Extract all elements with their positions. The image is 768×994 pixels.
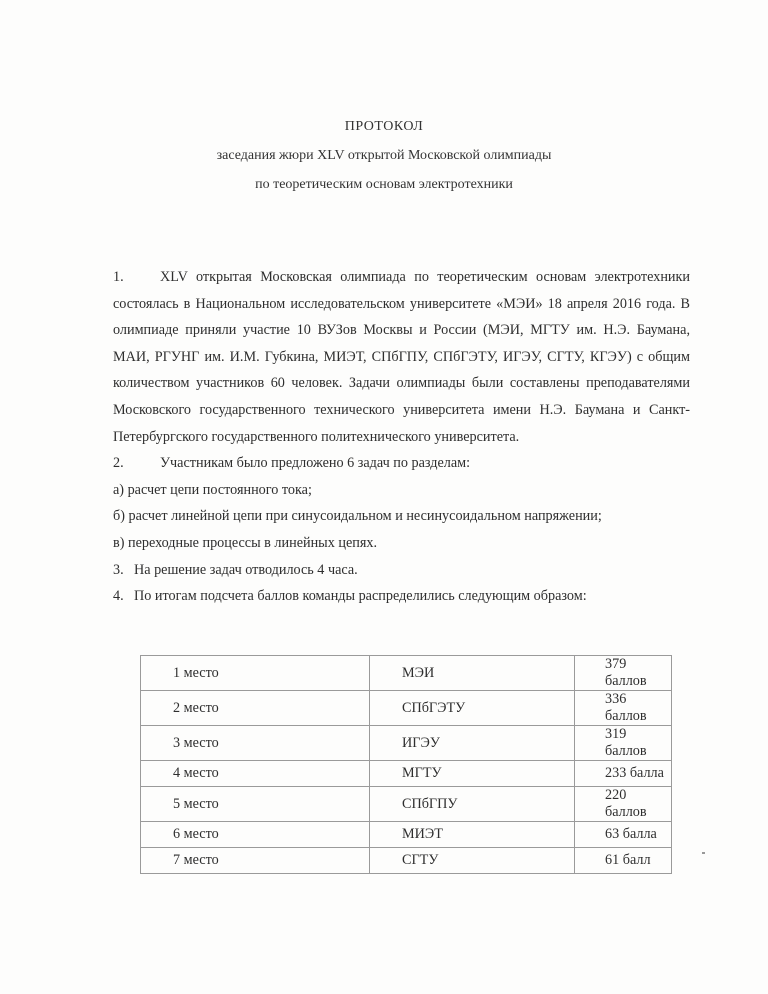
paragraph-item-1 [113,264,690,450]
results-table [140,655,672,874]
item-number: 2. [113,455,124,472]
item-text: Участникам было предложено 6 задач по разделам: [160,455,471,472]
score-cell: 233 балла [575,761,672,787]
item-number: 1. [113,269,124,285]
document-subtitle-line2: по теоретическим основам электротехники [255,177,513,192]
scan-speck [702,852,705,854]
place-cell: 3 место [141,726,370,761]
sub-item-a: а) расчет цепи постоянного тока; [113,481,312,498]
item-number: 4. [113,588,124,605]
sub-item-c: в) переходные процессы в линейных цепях. [113,534,377,551]
team-cell: СПбГЭТУ [370,691,575,726]
table-row [141,761,672,787]
team-cell: СГТУ [370,848,575,874]
item-text: На решение задач отводилось 4 часа. [134,561,358,578]
place-cell: 5 место [141,787,370,822]
sub-item-b: б) расчет линейной цепи при синусоидальном и несинусоидальном напряжении; [113,508,602,525]
document-header [0,112,768,199]
table-row [141,726,672,761]
document-title: ПРОТОКОЛ [344,119,424,134]
place-cell: 7 место [141,848,370,874]
score-cell: 220 баллов [575,787,672,822]
table-row [141,691,672,726]
place-cell: 1 место [141,656,370,691]
place-cell: 2 место [141,691,370,726]
document-subtitle-line1: заседания жюри XLV открытой Московской олимпиады [216,148,552,163]
table-row [141,848,672,874]
paragraph-item-4 [113,583,690,610]
table-row [141,787,672,822]
team-cell: СПбГПУ [370,787,575,822]
paragraph-item-3 [113,557,690,584]
place-cell: 6 место [141,822,370,848]
item-text: По итогам подсчета баллов команды распределились следующим образом: [134,588,587,605]
score-cell: 63 балла [575,822,672,848]
score-cell: 319 баллов [575,726,672,761]
team-cell: МГТУ [370,761,575,787]
paragraph-item-2 [113,450,690,477]
score-cell: 379 баллов [575,656,672,691]
score-cell: 336 баллов [575,691,672,726]
place-cell: 4 место [141,761,370,787]
document-body [113,264,690,610]
table-row [141,822,672,848]
team-cell: ИГЭУ [370,726,575,761]
item-text: XLV открытая Московская олимпиада по теоретическим основам электротехники состоялась в Национальном исследовательском университете «МЭИ» 18 апреля 2016 года. В олимпиаде приняли участие 10 ВУЗов Москвы и России (МЭИ, МГТУ им. Н.Э. Баумана, МАИ, РГУНГ им. И.М. Губкина, МИЭТ, СПбГПУ, СПбГЭТУ, ИГЭУ, СГТУ, КГЭУ) с общим количеством участников 60 человек. Задачи олимпиады были составлены преподавателями Московского государственного технического университета имени Н.Э. Баумана и Санкт-Петербургского государственного политехнического университета. [113,269,690,445]
table-row [141,656,672,691]
item-number: 3. [113,561,124,578]
team-cell: МИЭТ [370,822,575,848]
score-cell: 61 балл [575,848,672,874]
team-cell: МЭИ [370,656,575,691]
